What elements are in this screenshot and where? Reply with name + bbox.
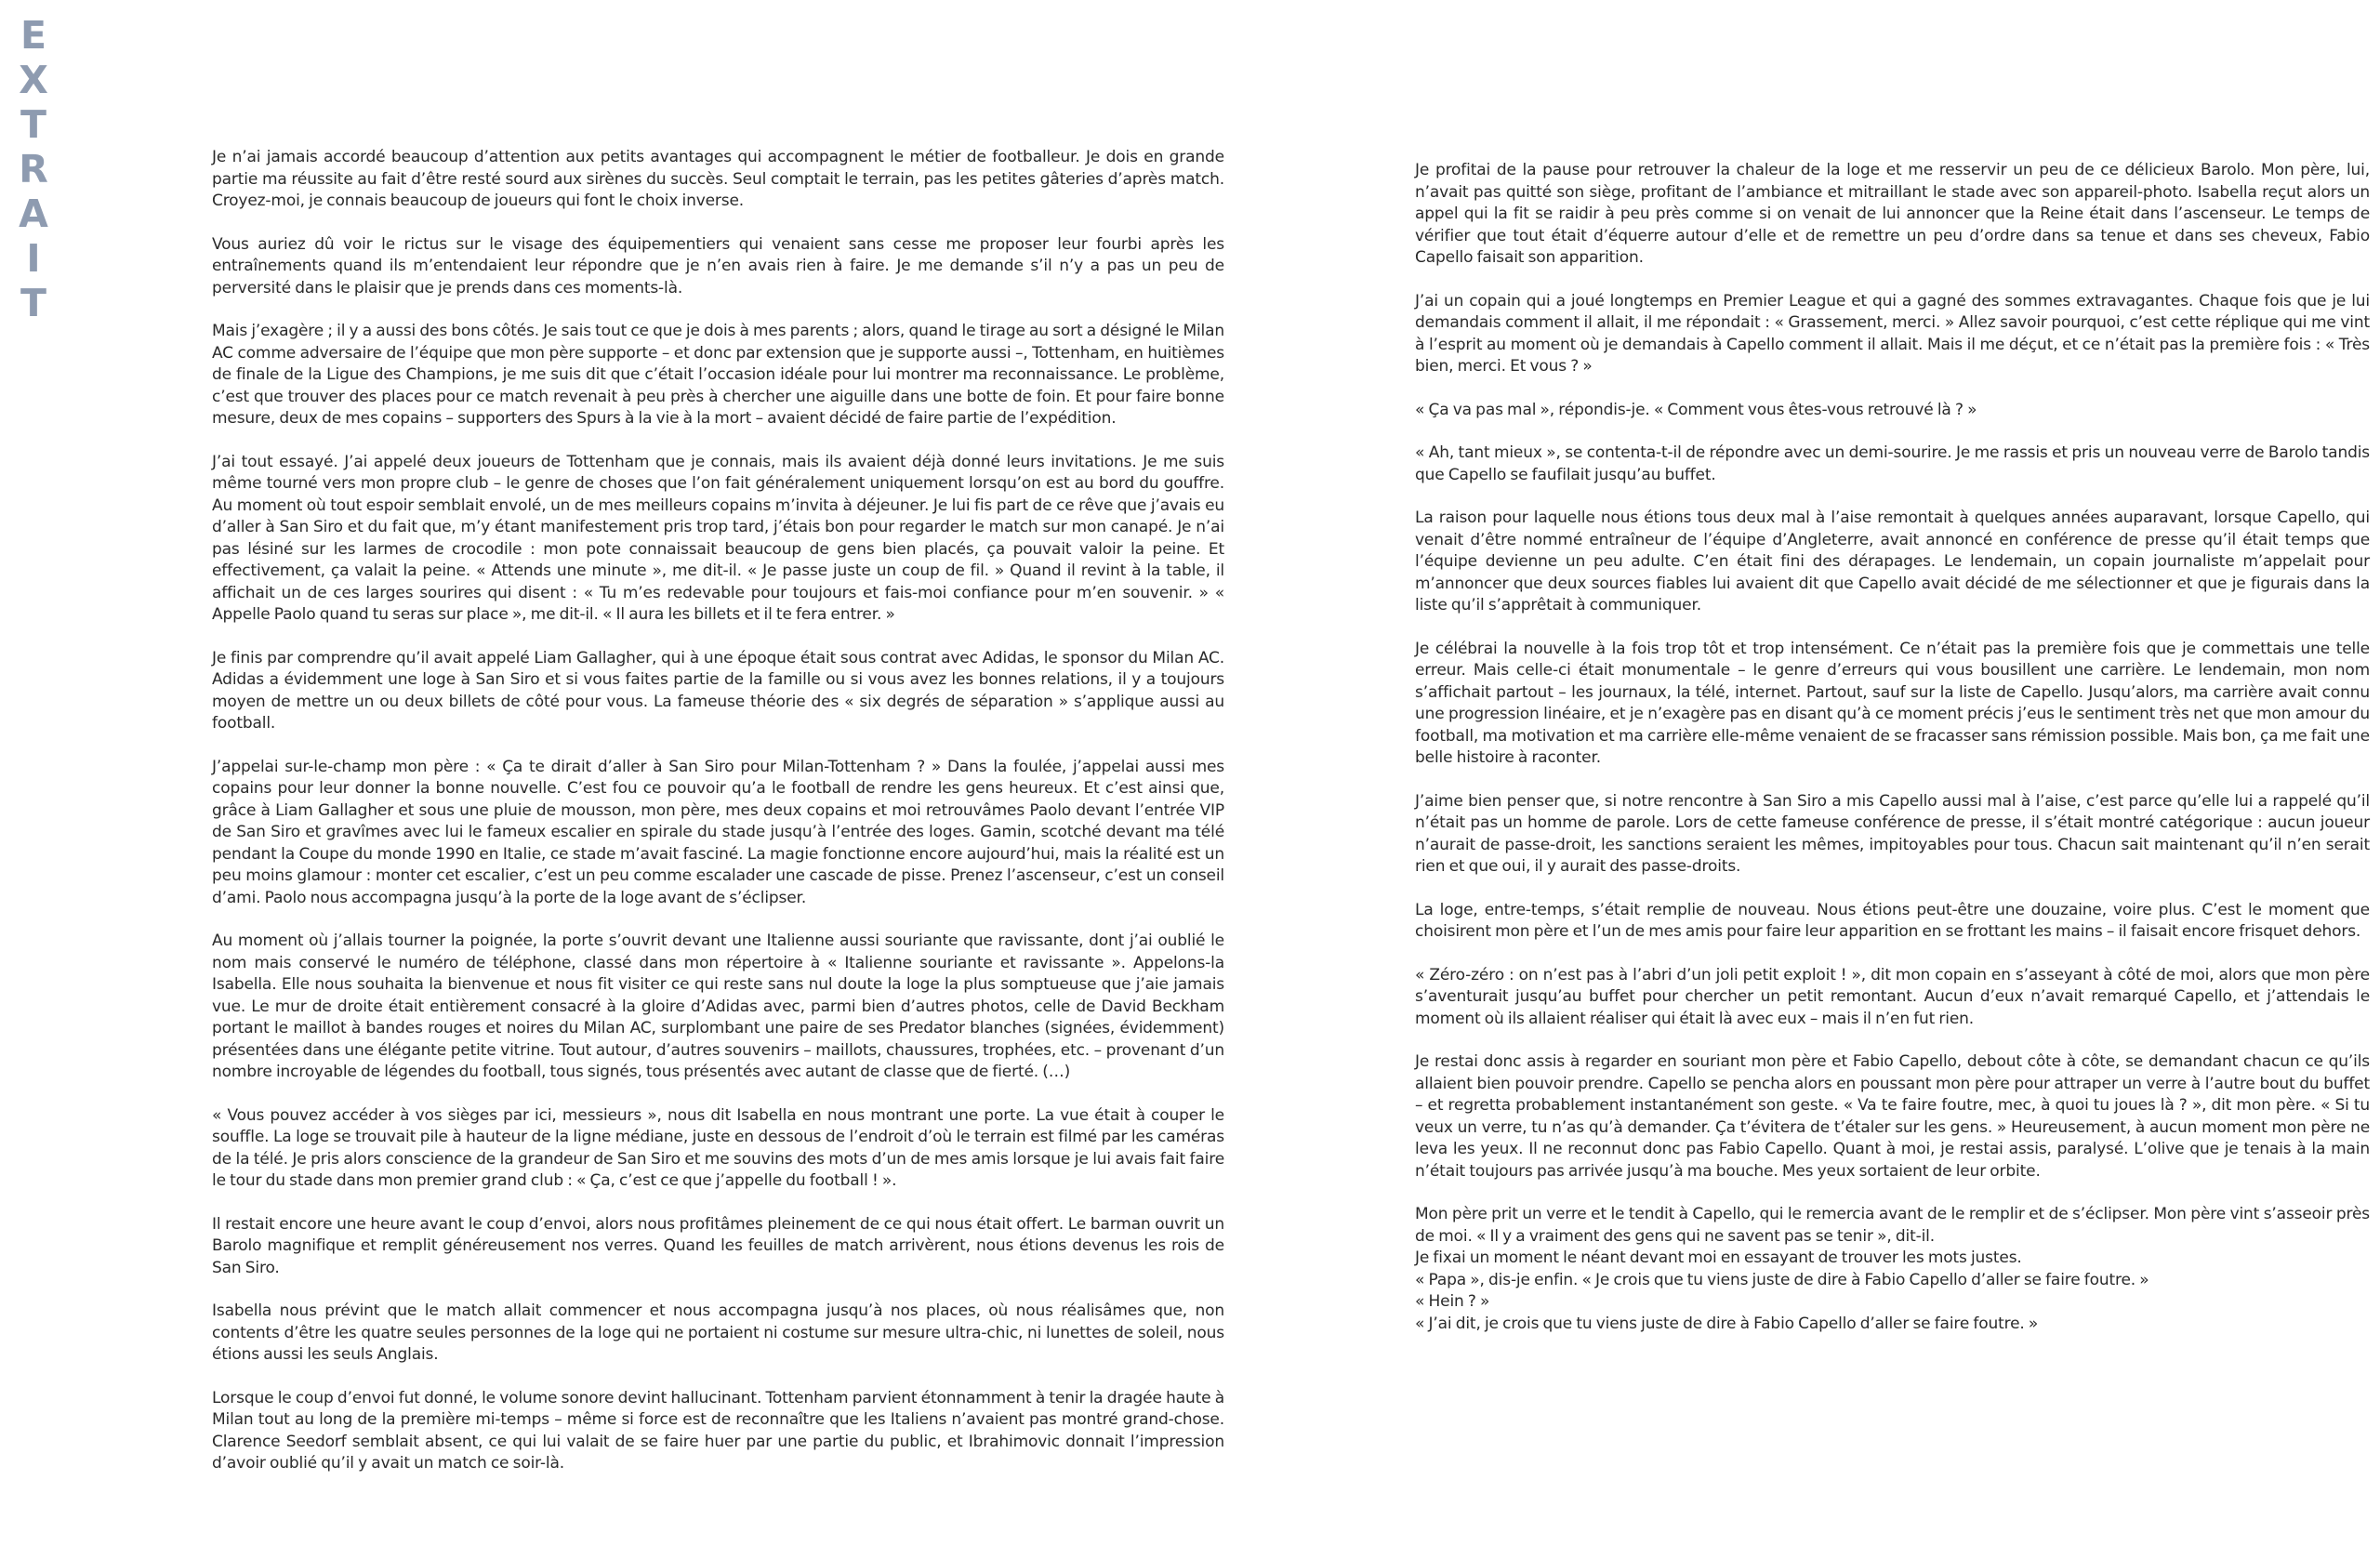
left-text-column [212,147,1224,1497]
paragraph: Vous auriez dû voir le rictus sur le visage des équipementiers qui venaient sans cesse me proposer leur fourbi après les entraînements quand ils m’entendaient leur répondre que je n’en avais rien à faire. Je me demande s’il n’y a pas un peu de perversité dans le plaisir que je prends dans ces moments-là. [212,234,1224,297]
paragraph: J’ai tout essayé. J’ai appelé deux joueurs de Tottenham que je connais, mais ils avaient déjà donné leurs invitations. Je me suis même tourné vers mon propre club – le genre de choses que l’on fait généralement uniquement lorsqu’on est au bord du gouffre. Au moment où tout espoir semblait envolé, un de mes meilleurs copains m’invita à déjeuner. Je lui fis part de ce rêve que j’avais eu d’aller à San Siro et du fait que, m’y étant manifestement pris trop tard, j’étais bon pour regarder le match sur mon canapé. Je n’ai pas lésiné sur les larmes de crocodile : mon pote connaissait beaucoup de gens bien placés, ça pouvait valoir la peine. Et effectivement, ça valait la peine. « Attends une minute », me dit-il. « Je passe juste un coup de fil. » Quand il revint à la table, il affichait un de ces larges sourires qui disent : « Tu m’es redevable pour toujours et fais-moi confiance pour m’en souvenir. » « Appelle Paolo quand tu seras sur place », me dit-il. « Il aura les billets et il te fera entrer. » [212,452,1224,624]
paragraph: Je n’ai jamais accordé beaucoup d’attention aux petits avantages qui accompagnent le métier de footballeur. Je dois en grande partie ma réussite au fait d’être resté sourd aux sirènes du succès. Seul comptait le terrain, pas les petites gâteries d’après match. Croyez-moi, je connais beaucoup de joueurs qui font le choix inverse. [212,148,1224,210]
title-letter: E [20,13,46,58]
paragraph: Il restait encore une heure avant le coup d’envoi, alors nous profitâmes pleinement de ce qui nous était offert. Le barman ouvrit un Barolo magnifique et remplit généreusement nos verres. Quand les feuilles de match arrivèrent, nous étions devenus les rois de San Siro. [212,1214,1224,1277]
paragraph: La raison pour laquelle nous étions tous deux mal à l’aise remontait à quelques années auparavant, lorsque Capello, qui venait d’être nommé entraîneur de l’équipe d’Angleterre, avait annoncé en conférence de presse qu’il était temps que l’équipe devienne un peu adulte. C’en était fini des dérapages. Le lendemain, un copain journaliste m’appelait pour m’annoncer que deux sources fiables lui avaient dit que Capello avait décidé de me sélectionner et que je figurais dans la liste qu’il s’apprêtait à communiquer. [1415,509,2370,614]
title-letter: R [19,147,48,192]
dialogue-line: « Papa », dis-je enfin. « Je crois que tu viens juste de dire à Fabio Capello d’aller se faire foutre. » [1415,1270,2149,1289]
right-text-column [1415,160,2370,1356]
title-letter: T [20,281,46,325]
paragraph: « Ah, tant mieux », se contenta-t-il de répondre avec un demi-sourire. Je me rassis et pris un nouveau verre de Barolo tandis que Capello se faufilait jusqu’au buffet. [1415,443,2370,484]
title-letter: T [20,102,46,147]
paragraph: J’aime bien penser que, si notre rencontre à San Siro a mis Capello aussi mal à l’aise, c’est parce qu’elle lui a rappelé qu’il n’était pas un homme de parole. Lors de cette fameuse conférence de presse, il s’était montré catégorique : aucun joueur n’aurait de passe-droit, les sanctions seraient les mêmes, impitoyables pour tous. Chacun sait maintenant qu’il n’en serait rien et que oui, il y aurait des passe-droits. [1415,791,2370,876]
paragraph: Isabella nous prévint que le match allait commencer et nous accompagna jusqu’à nos places, où nous réalisâmes que, non contents d’être les quatre seules personnes de la loge qui ne portaient ni costume sur mesure ultra-chic, ni lunettes de soleil, nous étions aussi les seuls Anglais. [212,1301,1224,1364]
paragraph: Je restai donc assis à regarder en souriant mon père et Fabio Capello, debout côte à côte, se demandant chacun ce qu’ils allaient bien pouvoir prendre. Capello se pencha alors en poussant mon père pour attraper un verre à l’autre bout du buffet – et regretta probablement instantanément son geste. « Va te faire foutre, mec, à quoi tu joues là ? », dit mon père. « Si tu veux un verre, tu n’as qu’à demander. Ça t’évitera de t’étaler sur les gens. » Heureusement, à aucun moment mon père ne leva les yeux. Il ne reconnut donc pas Fabio Capello. Quant à moi, je restai assis, paralysé. L’olive que je tenais à la main n’était toujours pas arrivée jusqu’à ma bouche. Mes yeux sortaient de leur orbite. [1415,1052,2370,1181]
dialogue-line: Je fixai un moment le néant devant moi en essayant de trouver les mots justes. [1415,1249,2022,1267]
paragraph: « Ça va pas mal », répondis-je. « Comment vous êtes-vous retrouvé là ? » [1415,400,1977,419]
closing-dialogue [1415,1204,2370,1335]
paragraph: Lorsque le coup d’envoi fut donné, le volume sonore devint hallucinant. Tottenham parvient étonnamment à tenir la dragée haute à Milan tout au long de la première mi-temps – même si force est de reconnaître que les Italiens n’avaient pas montré grand-chose. Clarence Seedorf semblait absent, ce qui lui valait de se faire huer par une partie du public, et Ibrahimovic donnait l’impression d’avoir oublié qu’il y avait un match ce soir-là. [212,1388,1224,1473]
paragraph: J’ai un copain qui a joué longtemps en Premier League et qui a gagné des sommes extravagantes. Chaque fois que je lui demandais comment il allait, il me répondait : « Grassement, merci. » Allez savoir pourquoi, c’est cette réplique qui me vint à l’esprit au moment où je demandais à Capello comment il allait. Mais il me déçut, et ce n’était pas la première fois : « Très bien, merci. Et vous ? » [1415,291,2370,376]
dialogue-line: « Hein ? » [1415,1292,1490,1311]
dialogue-line: Mon père prit un verre et le tendit à Capello, qui le remercia avant de le remplir et de s’éclipser. Mon père vint s’asseoir près de moi. « Il y a vraiment des gens qui ne savent pas se tenir », dit-il. [1415,1205,2370,1246]
title-letter: A [19,192,48,236]
paragraph: J’appelai sur-le-champ mon père : « Ça te dirait d’aller à San Siro pour Milan-Tottenham ? » Dans la foulée, j’appelai aussi mes copains pour leur donner la bonne nouvelle. C’est fou ce pouvoir qu’a le football de rendre les gens heureux. Et c’est ainsi que, grâce à Liam Gallagher et sous une pluie de mousson, mon père, mes deux copains et moi retrouvâmes Paolo devant l’entrée VIP de San Siro et gravîmes avec lui le fameux escalier en spirale du stade jusqu’à l’entrée des loges. Gamin, scotché devant ma télé pendant la Coupe du monde 1990 en Italie, ce stade m’avait fasciné. La magie fonctionne encore aujourd’hui, mais la réalité est un peu moins glamour : monter cet escalier, c’est un peu comme escalader une cascade de pisse. Prenez l’ascenseur, c’est un conseil d’ami. Paolo nous accompagna jusqu’à la porte de la loge avant de s’éclipser. [212,757,1224,907]
paragraph: La loge, entre-temps, s’était remplie de nouveau. Nous étions peut-être une douzaine, voire plus. C’est le moment que choisirent mon père et l’un de mes amis pour faire leur apparition en se frottant les mains – il faisait encore frisquet dehors. [1415,900,2370,941]
paragraph: Je profitai de la pause pour retrouver la chaleur de la loge et me resservir un peu de ce délicieux Barolo. Mon père, lui, n’avait pas quitté son siège, profitant de l’ambiance et mitraillant le stade avec son appareil-photo. Isabella reçut alors un appel qui la fit se raidir à peu près comme si on venait de lui annoncer que la Reine était dans l’ascenseur. Le temps de vérifier que tout était d’équerre autour d’elle et de remettre un peu d’ordre dans sa tenue et dans ses cheveux, Fabio Capello faisait son apparition. [1415,161,2370,267]
paragraph: Je finis par comprendre qu’il avait appelé Liam Gallagher, qui à une époque était sous contrat avec Adidas, le sponsor du Milan AC. Adidas a évidemment une loge à San Siro et si vous faites partie de la famille ou si vous avez les bonnes relations, il y a toujours moyen de mettre un ou deux billets de côté pour vous. La fameuse théorie des « six degrés de séparation » s’applique aussi au football. [212,648,1224,733]
paragraph: « Vous pouvez accéder à vos sièges par ici, messieurs », nous dit Isabella en nous montrant une porte. La vue était à couper le souffle. La loge se trouvait pile à hauteur de la ligne médiane, juste en dessous de l’endroit d’où le terrain est filmé par les caméras de la télé. Je pris alors conscience de la grandeur de San Siro et me souvins des mots d’un de mes amis lorsque je lui avais fait faire le tour du stade dans mon premier grand club : « Ça, c’est ce que j’appelle du football ! ». [212,1105,1224,1190]
paragraph: « Zéro-zéro : on n’est pas à l’abri d’un joli petit exploit ! », dit mon copain en s’asseyant à côté de moi, alors que mon père s’aventurait jusqu’au buffet pour chercher un petit remontant. Aucun d’eux n’avait remarqué Capello, et j’attendais le moment où ils allaient réaliser qui était là avec eux – mais il n’en fut rien. [1415,965,2370,1028]
paragraph: Au moment où j’allais tourner la poignée, la porte s’ouvrit devant une Italienne aussi souriante que ravissante, dont j’ai oublié le nom mais conservé le numéro de téléphone, classé dans mon répertoire à « Italienne souriante et ravissante ». Appelons-la Isabella. Elle nous souhaita la bienvenue et nous fit visiter ce qui reste sans nul doute la loge la plus somptueuse que j’aie jamais vue. Le mur de droite était entièrement consacré à la gloire d’Adidas avec, parmi bien d’autres photos, celle de David Beckham portant le maillot à bandes rouges et noires du Milan AC, surplombant une paire de ses Predator blanches (signées, évidemment) présentées dans une élégante petite vitrine. Tout autour, d’autres souvenirs – maillots, chaussures, trophées, etc. – provenant d’un nombre incroyable de légendes du football, tous signés, tous présentés avec autant de classe que de fierté. (…) [212,931,1224,1081]
vertical-title-extrait [17,13,50,325]
paragraph: Mais j’exagère ; il y a aussi des bons côtés. Je sais tout ce que je dois à mes parents ; alors, quand le tirage au sort a désigné le Milan AC comme adversaire de l’équipe que mon père supporte – et donc par extension que je supporte aussi –, Tottenham, en huitièmes de finale de la Ligue des Champions, je me suis dit que c’était l’occasion idéale pour lui montrer ma reconnaissance. Le problème, c’est que trouver des places pour ce match revenait à peu près à chercher une aiguille dans une botte de foin. Et pour faire bonne mesure, deux de mes copains – supporters des Spurs à la vie à la mort – avaient décidé de faire partie de l’expédition. [212,322,1225,428]
dialogue-line: « J’ai dit, je crois que tu viens juste de dire à Fabio Capello d’aller se faire foutre. » [1415,1314,2039,1333]
title-letter: X [19,58,48,102]
title-letter: I [26,236,41,281]
paragraph: Je célébrai la nouvelle à la fois trop tôt et trop intensément. Ce n’était pas la première fois que je commettais une telle erreur. Mais celle-ci était monumentale – le genre d’erreurs qui vous bousillent une carrière. Le lendemain, mon nom s’affichait partout – les journaux, la télé, internet. Partout, sauf sur la liste de Capello. Jusqu’alors, ma carrière avait connu une progression linéaire, et je n’exagère pas en disant qu’à ce moment précis j’eus le sentiment très net que mon amour du football, ma motivation et ma carrière elle-même venaient de se fracasser sans rémission possible. Mais bon, ça me fait une belle histoire à raconter. [1415,639,2370,767]
